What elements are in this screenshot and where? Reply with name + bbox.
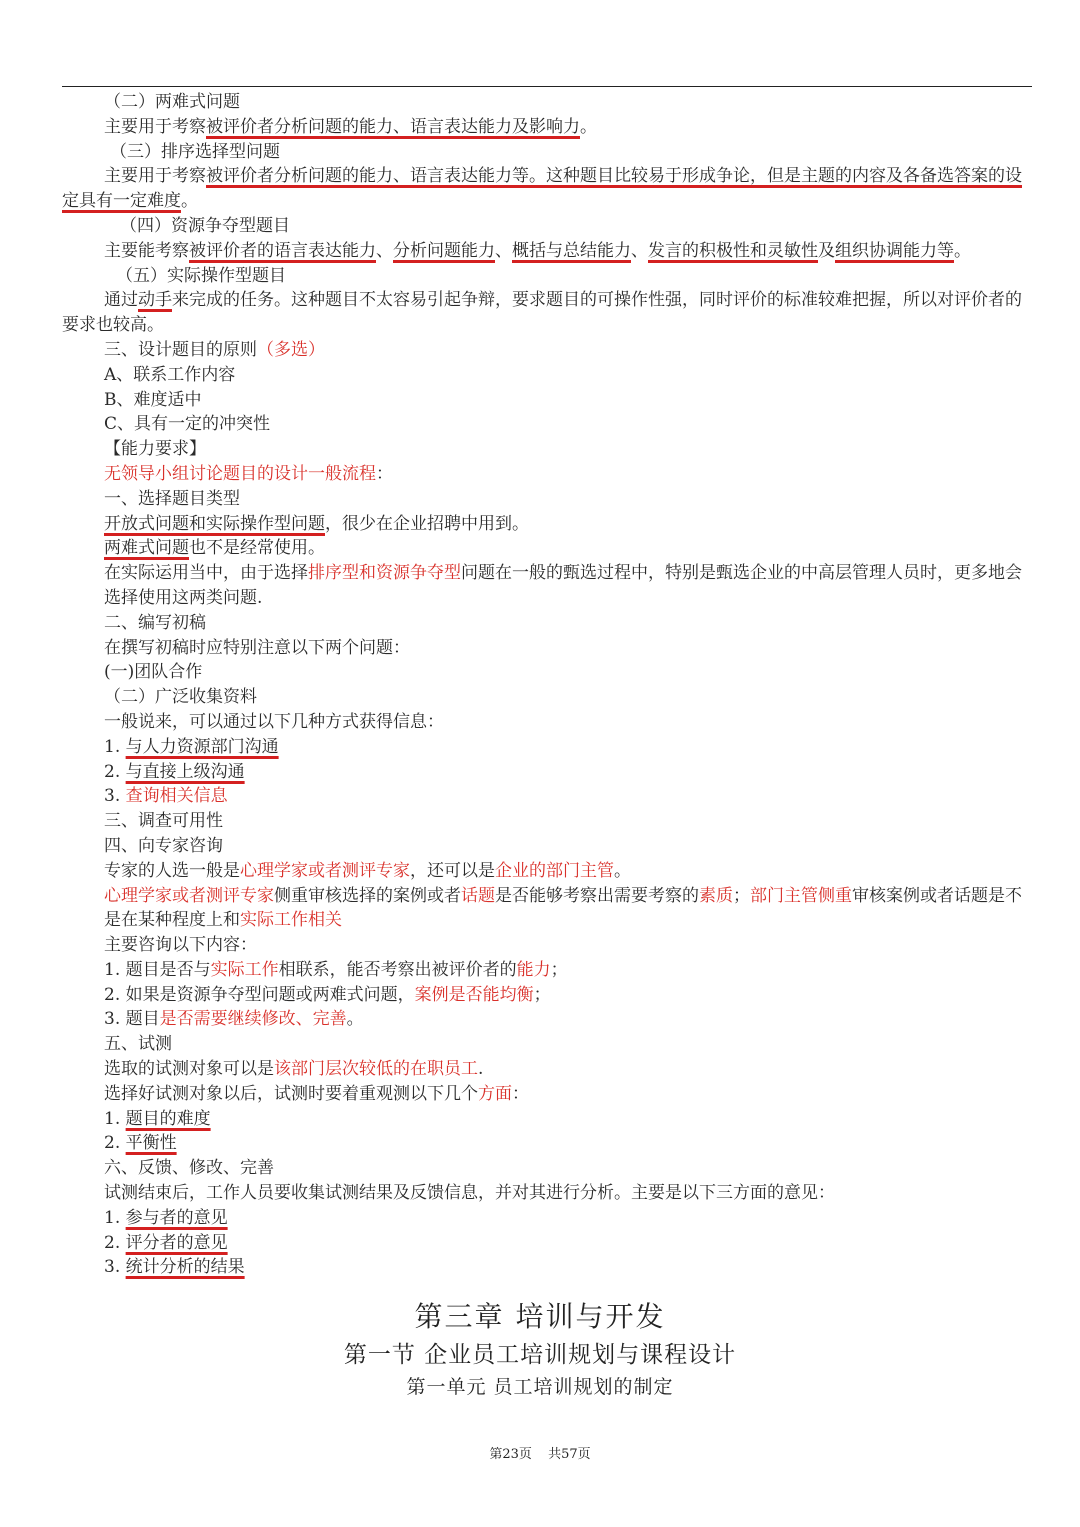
text: 。 — [954, 240, 971, 261]
underlined-text: 题目的难度 — [125, 1108, 211, 1129]
list-item — [62, 1007, 1032, 1032]
subheading: （二）两难式问题 — [104, 92, 240, 112]
heading: 三、调查可用性 — [104, 811, 223, 832]
text: . — [478, 1059, 484, 1080]
underlined-text: 组织协调能力等 — [835, 240, 954, 261]
text: 通过 — [104, 290, 138, 311]
underlined-text: 与人力资源部门沟通 — [125, 736, 279, 757]
list-item — [62, 760, 1032, 785]
highlight-text: 该部门层次较低的在职员工 — [274, 1059, 478, 1080]
text: 及 — [818, 240, 835, 261]
highlight-text: （多选） — [257, 339, 325, 360]
list-item — [62, 735, 1032, 760]
underlined-text: 分析问题能力 — [393, 240, 495, 261]
highlight-text: 部门主管侧重 — [750, 885, 852, 906]
unit-title: 第一单元 员工培训规划的制定 — [406, 1376, 674, 1398]
list-number: 2. — [104, 1133, 126, 1154]
text-line — [62, 1057, 1032, 1082]
text: ； — [733, 885, 750, 906]
underlined-text: 两难式问题 — [104, 538, 189, 559]
underlined-text: 开放式问题和实际操作型问题 — [104, 513, 325, 534]
list-item — [62, 1231, 1032, 1256]
highlight-text: 排序型和资源争夺型 — [308, 563, 461, 584]
text: ： — [512, 1083, 529, 1104]
subheading: （二）广泛收集资料 — [104, 687, 257, 708]
underlined-text: 被评价者的语言表达能力 — [189, 240, 376, 261]
list-number: 1. — [104, 1108, 126, 1129]
heading: 二、编写初稿 — [104, 612, 206, 633]
underlined-text: 评分者的意见 — [125, 1232, 228, 1253]
text-line — [62, 1156, 1032, 1181]
list-number: 3. — [104, 1257, 126, 1278]
text-line — [62, 636, 1032, 661]
text: 也不是经常使用。 — [189, 538, 325, 559]
text-line — [62, 834, 1032, 859]
highlight-text: 心理学家或者测评专家 — [240, 860, 410, 881]
heading: 四、向专家咨询 — [104, 835, 223, 856]
text: 、 — [495, 240, 512, 261]
text-line — [62, 859, 1032, 884]
text-paragraph — [62, 884, 1032, 934]
text-line — [62, 90, 1032, 115]
header-rule — [62, 86, 1032, 87]
text: ； — [533, 984, 551, 1005]
text: 主要能考察 — [104, 240, 189, 261]
text: A、联系工作内容 — [104, 364, 236, 385]
subheading: （四）资源争夺型题目 — [120, 215, 290, 236]
text: ，还可以是 — [410, 860, 495, 881]
text-line — [62, 437, 1032, 462]
text: 一般说来，可以通过以下几种方式获得信息： — [104, 711, 444, 732]
text: 在撰写初稿时应特别注意以下两个问题： — [104, 637, 410, 658]
text: 3. 题目 — [104, 1009, 160, 1030]
text: 主要用于考察 — [104, 166, 206, 187]
highlight-text: 查询相关信息 — [125, 786, 228, 807]
text: 1. 题目是否与 — [104, 959, 211, 980]
text: B、难度适中 — [104, 389, 202, 410]
text: 专家的人选一般是 — [104, 860, 240, 881]
highlight-text: 话题 — [461, 885, 495, 906]
list-item — [62, 958, 1032, 983]
underlined-text: 概括与总结能力 — [512, 240, 631, 261]
text: 试测结束后，工作人员要收集试测结果及反馈信息，并对其进行分析。主要是以下三方面的意见： — [104, 1183, 835, 1204]
page-number: 第23页 — [489, 1447, 532, 1462]
text-line — [62, 512, 1032, 537]
highlight-text: 无领导小组讨论题目的设计一般流程 — [104, 463, 376, 484]
text-line — [62, 264, 1032, 289]
text-line — [62, 115, 1032, 140]
text: 选取的试测对象可以是 — [104, 1059, 274, 1080]
text: C、具有一定的冲突性 — [104, 414, 271, 435]
document-body — [62, 90, 1032, 1280]
underlined-text: 与直接上级沟通 — [125, 761, 245, 782]
text: 。 — [614, 860, 631, 881]
text-line — [62, 611, 1032, 636]
highlight-text: 案例是否能均衡 — [414, 984, 534, 1005]
text: 2. 如果是资源争夺型问题或两难式问题， — [104, 984, 415, 1005]
underlined-text: 参与者的意见 — [125, 1207, 228, 1228]
text: 在实际运用当中，由于选择 — [104, 563, 308, 584]
subheading: (一)团队合作 — [104, 662, 203, 683]
highlight-text: 素质 — [699, 885, 733, 906]
highlight-text: 心理学家或者测评专家 — [104, 885, 274, 906]
text: 相联系，能否考察出被评价者的 — [278, 959, 517, 980]
list-item — [62, 1255, 1032, 1280]
list-item — [62, 388, 1032, 413]
text: 审核案例或者话题是不是在某种程度上和 — [104, 885, 1022, 931]
highlight-text: 实际工作 — [210, 959, 279, 980]
text: 。 — [580, 116, 597, 137]
text: ： — [376, 463, 393, 484]
heading: 六、反馈、修改、完善 — [104, 1158, 274, 1179]
list-item — [62, 784, 1032, 809]
text: 问题在一般的甄选过程中，特别是甄选企业的中高层管理人员时，更多地会选择使用这两类问题. — [104, 563, 1022, 608]
text-line — [62, 660, 1032, 685]
text: 、 — [631, 240, 648, 261]
text: 。 — [346, 1009, 364, 1030]
text-paragraph — [62, 239, 1032, 264]
text-paragraph — [62, 288, 1032, 338]
section-title: 第一节 企业员工培训规划与课程设计 — [343, 1342, 737, 1368]
subheading: （五）实际操作型题目 — [116, 265, 286, 286]
highlight-text: 是否需要继续修改、完善 — [159, 1009, 347, 1030]
page-total: 共57页 — [548, 1447, 591, 1462]
text: ； — [550, 959, 568, 980]
text-paragraph — [62, 561, 1032, 611]
text-line — [62, 487, 1032, 512]
text-line — [62, 809, 1032, 834]
text-line — [62, 933, 1032, 958]
text-line — [62, 536, 1032, 561]
heading: 一、选择题目类型 — [104, 488, 240, 509]
underlined-text: 发言的积极性和灵敏性 — [648, 240, 818, 261]
list-item — [62, 363, 1032, 388]
highlight-text: 方面 — [478, 1083, 512, 1104]
text-line — [62, 140, 1032, 165]
heading: 三、设计题目的原则 — [104, 339, 257, 360]
text: 来完成的任务。这种题目不太容易引起争辩，要求题目的可操作性强，同时评价的标准较难把握，所以对评价者的要求也较高。 — [62, 290, 1022, 336]
page-footer — [0, 1443, 1080, 1462]
text-line — [62, 1181, 1032, 1206]
list-item — [62, 412, 1032, 437]
text-line — [62, 214, 1032, 239]
text-line — [62, 1082, 1032, 1107]
underlined-text: 平衡性 — [125, 1133, 177, 1154]
list-item — [62, 1131, 1032, 1156]
list-item — [62, 983, 1032, 1008]
text-paragraph — [62, 164, 1032, 214]
text: 、 — [376, 240, 393, 261]
chapter-title: 第三章 培训与开发 — [414, 1300, 666, 1333]
list-number: 3. — [104, 786, 126, 807]
highlight-text: 能力 — [516, 959, 551, 980]
text: ，很少在企业招聘中用到。 — [325, 513, 529, 534]
list-item — [62, 1206, 1032, 1231]
underlined-text: 被评价者分析问题的能力、语言表达能力等。这种题目比较易于形成争论，但是主题的内容及各备选答案的设定具有一定难度 — [62, 166, 1022, 212]
list-item — [62, 1107, 1032, 1132]
highlight-text: 实际工作相关 — [240, 910, 342, 931]
text: 主要咨询以下内容： — [104, 935, 257, 956]
heading: 【能力要求】 — [104, 439, 206, 460]
underlined-text: 被评价者分析问题的能力、语言表达能力及影响力 — [206, 116, 580, 137]
text: 。 — [181, 191, 198, 212]
underlined-text: 动手 — [138, 290, 172, 311]
text: 是否能够考察出需要考察的 — [495, 885, 699, 906]
subheading: （三）排序选择型问题 — [110, 141, 280, 162]
text-line — [62, 1032, 1032, 1057]
text-line — [62, 710, 1032, 735]
text-line — [62, 462, 1032, 487]
text: 主要用于考察 — [104, 116, 206, 137]
list-number: 2. — [104, 761, 126, 782]
heading: 五、试测 — [104, 1034, 172, 1055]
highlight-text: 企业的部门主管 — [495, 860, 614, 881]
underlined-text: 统计分析的结果 — [125, 1257, 245, 1278]
list-number: 1. — [104, 736, 126, 757]
text: 侧重审核选择的案例或者 — [274, 885, 461, 906]
text-line — [62, 338, 1032, 363]
text-line — [62, 685, 1032, 710]
text: 选择好试测对象以后，试测时要着重观测以下几个 — [104, 1083, 478, 1104]
list-number: 2. — [104, 1232, 126, 1253]
list-number: 1. — [104, 1207, 126, 1228]
